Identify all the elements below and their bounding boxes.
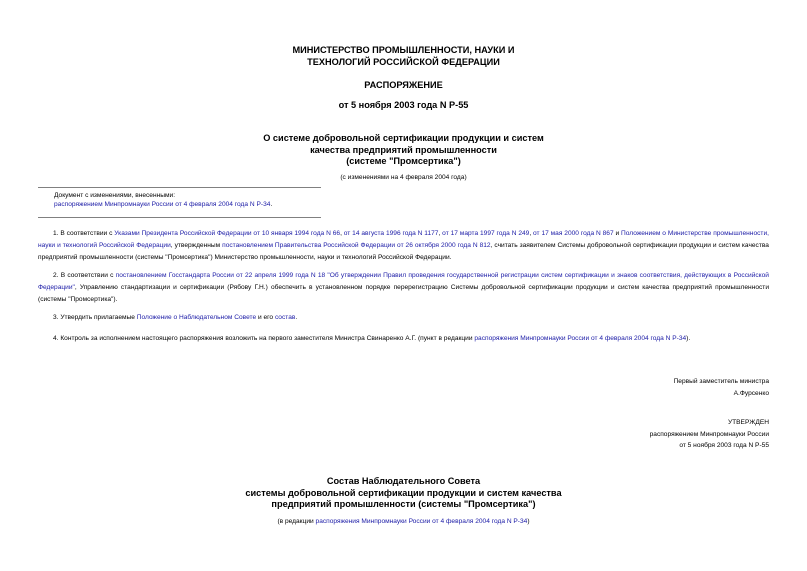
approval-word: УТВЕРЖДЕН bbox=[727, 419, 769, 426]
paragraph-1 bbox=[38, 228, 769, 264]
p1-text-2: , bbox=[340, 230, 344, 237]
document-type: РАСПОРЯЖЕНИЕ bbox=[364, 80, 443, 90]
council-title-line-3: предприятий промышленности (системы "Промсертика") bbox=[271, 499, 536, 509]
edition-suffix: ) bbox=[527, 518, 530, 525]
council-title bbox=[0, 476, 807, 511]
signature-position: Первый заместитель министра bbox=[673, 378, 769, 385]
title-line-2: качества предприятий промышленности bbox=[310, 144, 497, 155]
p1-link-decree-66[interactable]: Указами Президента Российской Федерации от 10 января 1994 года N 66 bbox=[114, 230, 341, 237]
p3-text-2: и его bbox=[256, 314, 275, 321]
p3-text-1: 3. Утвердить прилагаемые bbox=[53, 314, 137, 321]
p1-text-3: , bbox=[438, 230, 443, 237]
p1-link-resolution-812[interactable]: постановлением Правительства Российской Федерации от 26 октября 2000 года N 812 bbox=[222, 242, 491, 249]
amend-top-rule bbox=[38, 187, 321, 188]
p2-link-gosstandart[interactable]: постановлением Госстандарта России от 22 апреля 1999 года N 18 "Об утверждении Правил проведения государственной регистрации систем сертификации и знаков соответствия, действующих в Российской Федерации" bbox=[38, 272, 769, 291]
amend-box bbox=[54, 191, 272, 209]
approval-line-2: распоряжением Минпромнауки России bbox=[649, 430, 769, 438]
p3-link-regulation[interactable]: Положение о Наблюдательном Совете bbox=[136, 314, 257, 321]
ministry-heading bbox=[0, 45, 807, 68]
paragraph-4 bbox=[38, 333, 769, 345]
document-date: от 5 ноября 2003 года N Р-55 bbox=[338, 100, 469, 110]
p2-text-2: , Управлению стандартизации и сертификации (Рябову Г.Н.) обеспечить в установленном порядке перерегистрацию Системы добровольной сертификации продукции и систем качества предприятий промышленности (системы "Промсертика"). bbox=[38, 284, 769, 303]
p1-text-5: и bbox=[613, 230, 622, 237]
amend-tail: . bbox=[270, 201, 273, 208]
amend-link[interactable]: распоряжением Минпромнауки России от 4 февраля 2004 года N Р-34 bbox=[54, 201, 271, 208]
p3-link-composition[interactable]: состав bbox=[274, 314, 296, 321]
council-title-line-1: Состав Наблюдательного Совета bbox=[326, 476, 481, 486]
document-title bbox=[0, 133, 807, 168]
p1-text-4: , bbox=[529, 230, 534, 237]
p1-link-regulation[interactable]: Положением о Министерстве промышленности, науки и технологий Российской Федерации bbox=[38, 230, 769, 249]
edition-prefix: (в редакции bbox=[277, 518, 316, 525]
p1-link-decree-867[interactable]: от 17 мая 2000 года N 867 bbox=[533, 230, 614, 237]
approval-line-3: от 5 ноября 2003 года N Р-55 bbox=[679, 442, 769, 449]
p1-text-1: 1. В соответствии с bbox=[53, 230, 115, 237]
amend-line-1: Документ с изменениями, внесенными: bbox=[54, 192, 176, 199]
paragraph-2 bbox=[38, 270, 769, 306]
approval-block bbox=[650, 417, 769, 452]
p1-link-decree-249[interactable]: от 17 марта 1997 года N 249 bbox=[442, 230, 530, 237]
council-title-line-2: системы добровольной сертификации продукции и систем качества bbox=[245, 487, 562, 498]
p3-text-3: . bbox=[295, 314, 298, 321]
title-line-3: (системе "Промсертика") bbox=[346, 156, 461, 166]
amend-bottom-rule bbox=[38, 217, 321, 218]
signature-block bbox=[674, 376, 769, 399]
paragraph-3 bbox=[38, 312, 769, 324]
ministry-line-1: МИНИСТЕРСТВО ПРОМЫШЛЕННОСТИ, НАУКИ И bbox=[292, 45, 515, 55]
signature-name: А.Фурсенко bbox=[733, 389, 769, 397]
p4-text-2: ). bbox=[686, 335, 691, 342]
edition-link[interactable]: распоряжения Минпромнауки России от 4 февраля 2004 года N Р-34 bbox=[315, 518, 528, 525]
ministry-line-2: ТЕХНОЛОГИЙ РОССИЙСКОЙ ФЕДЕРАЦИИ bbox=[307, 56, 500, 67]
title-line-1: О системе добровольной сертификации продукции и систем bbox=[263, 133, 544, 143]
p1-link-decree-1177[interactable]: от 14 августа 1996 года N 1177 bbox=[343, 230, 439, 237]
changes-note: (с изменениями на 4 февраля 2004 года) bbox=[340, 174, 467, 181]
p1-text-7: , считать заявителем Системы добровольной сертификации продукции и систем качества предприятий промышленности (системы "Промсертика") Министерство промышленности, науки и технологий Российской Федерации. bbox=[38, 242, 769, 261]
p4-link-order[interactable]: распоряжения Минпромнауки России от 4 февраля 2004 года N Р-34 bbox=[474, 335, 687, 342]
p2-text-1: 2. В соответствии с bbox=[53, 272, 116, 279]
p4-text-1: 4. Контроль за исполнением настоящего распоряжения возложить на первого заместителя Министра Свинаренко А.Г. (пункт в редакции bbox=[53, 335, 475, 342]
amend-line-2 bbox=[54, 200, 272, 209]
council-edition-note bbox=[0, 517, 807, 526]
p1-text-6: , утвержденным bbox=[170, 242, 223, 249]
